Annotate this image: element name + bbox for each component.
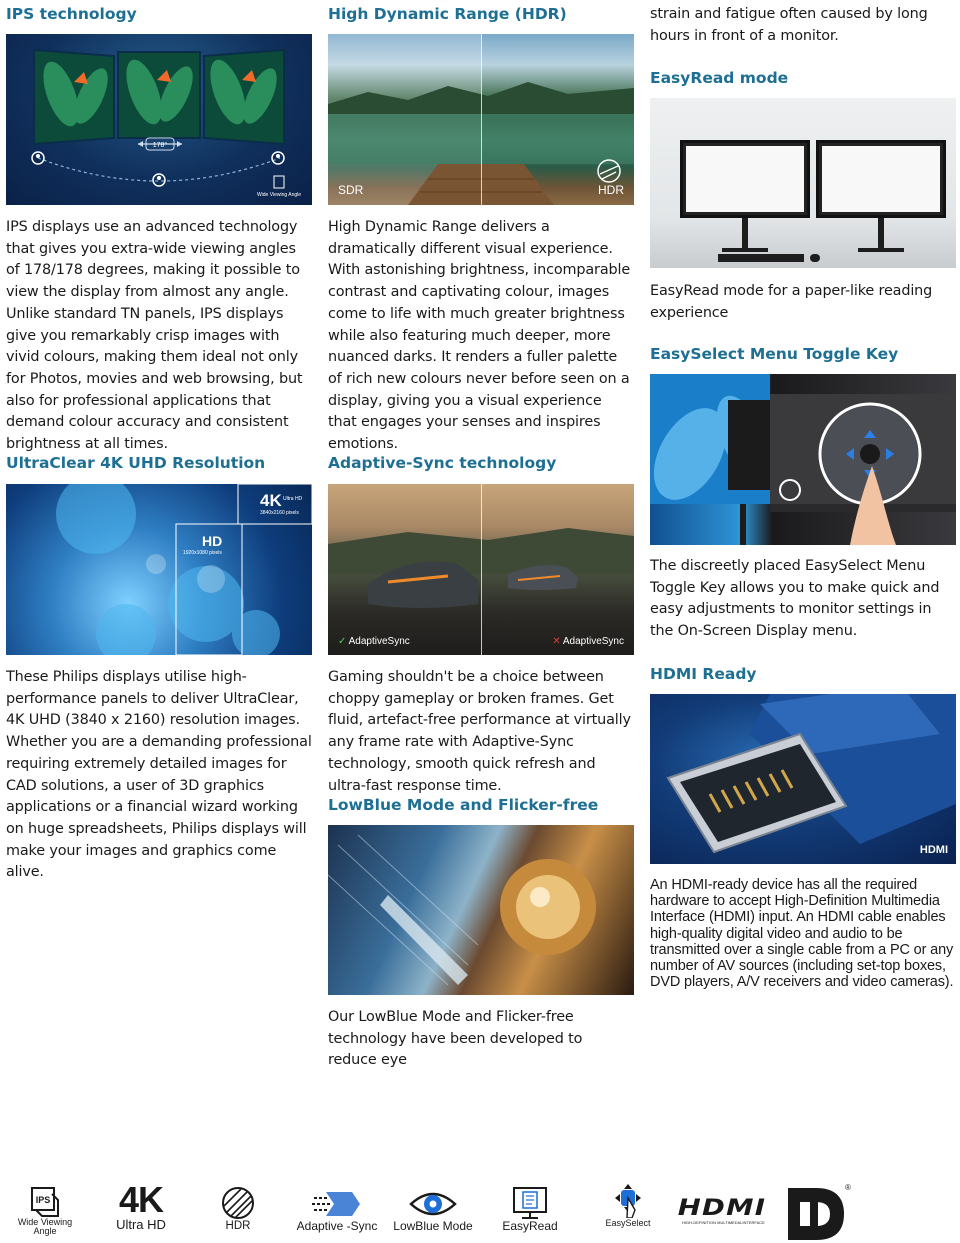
sync-heading: Adaptive-Sync technology: [328, 454, 557, 472]
feature-icon-row: [0, 1176, 960, 1243]
hdmi-logo-caption: HIGH-DEFINITION MULTIMEDIA INTERFACE: [682, 1220, 765, 1225]
hdr-hdr-label: HDR: [598, 183, 624, 197]
uhd-hd-label: HD: [202, 533, 223, 549]
ips-illustration: [6, 34, 312, 205]
hdmi-image-label: HDMI: [919, 844, 948, 856]
wide-viewing-angle-badge: [12, 1186, 78, 1236]
hdr-split-line: [481, 34, 482, 205]
adaptive-sync-badge: [296, 1188, 378, 1232]
wide-viewing-angle-icon: [30, 1186, 60, 1218]
hdr-badge: [208, 1186, 268, 1232]
uhd-text: These Philips displays utilise high-performance panels to deliver UltraClear, 4K UHD (3840 x 2160) resolution images. Whether you are a demanding professional requiring extremely detailed images for CAD solutions, a user of 3D graphics applications or a financial wizard working on huge spreadsheets, Philips displays will make your images and graphics come alive.: [6, 669, 312, 881]
hdmi-text: An HDMI-ready device has all the required hardware to accept High-Definition Multimedia Interface (HDMI) input. An HDMI cable enables high-quality digital video and audio to be transmitted over a single cable from a PC or any number of AV sources (including set-top boxes, DVD players, A/V receivers and video cameras).: [650, 877, 954, 991]
ips-heading: IPS technology: [6, 5, 137, 23]
easyselect-text: The discreetly placed EasySelect Menu Toggle Key allows you to make quick and easy adjustments to monitor settings in the On-Screen Display menu.: [650, 558, 940, 640]
ips-angle-label: 178°: [152, 142, 168, 149]
lowblue-badge: [392, 1188, 474, 1232]
lowblue-heading: LowBlue Mode and Flicker-free: [328, 796, 599, 814]
wide-viewing-angle-caption: Wide Viewing Angle: [17, 1217, 73, 1236]
lowblue-illustration: [328, 825, 634, 995]
easyread-image: [650, 98, 956, 268]
continued-text: strain and fatigue often caused by long hours in front of a monitor.: [650, 6, 928, 44]
displayport-logo-icon: [786, 1180, 852, 1242]
easyread-mouse: [810, 254, 820, 262]
registered-mark: ®: [845, 1183, 851, 1192]
easyread-keyboard: [718, 254, 804, 262]
sync-text: Gaming shouldn't be a choice between choppy gameplay or broken frames. Get fluid, artefact-free performance at virtually any frame rate with Adaptive-Sync technology, smooth quick refresh and ultra-fast response time.: [328, 669, 631, 794]
hdmi-heading: HDMI Ready: [650, 665, 757, 683]
lowblue-text: Our LowBlue Mode and Flicker-free technology have been developed to reduce eye: [328, 1009, 583, 1069]
easyselect-illustration: [650, 374, 956, 545]
document-monitor-icon: [511, 1186, 549, 1220]
hdr-icon: [221, 1186, 255, 1220]
sync-split-line: [481, 484, 482, 655]
hdr-caption: HDR: [225, 1220, 251, 1232]
ips-badge-text: IPS: [35, 1195, 51, 1205]
hdmi-illustration: [650, 694, 956, 864]
easyselect-heading: EasySelect Menu Toggle Key: [650, 345, 899, 363]
uhd-heading: UltraClear 4K UHD Resolution: [6, 454, 266, 472]
4k-caption: Ultra HD: [116, 1217, 166, 1232]
uhd-image: [6, 484, 312, 655]
ips-image: [6, 34, 312, 205]
cross-icon: ✕: [552, 636, 561, 647]
sync-image: [328, 484, 634, 655]
menu-toggle-icon: [613, 1184, 643, 1218]
sync-right-label: [552, 636, 624, 647]
uhd-illustration: [6, 484, 312, 655]
uhd-4k-label: 4K: [260, 491, 282, 510]
sync-left-label: [338, 636, 410, 647]
4k-icon: 4K: [118, 1179, 164, 1220]
hdr-sdr-label: SDR: [338, 183, 364, 197]
adaptive-sync-caption: Adaptive -Sync: [296, 1219, 378, 1233]
lowblue-image: [328, 825, 634, 995]
hdr-text: High Dynamic Range delivers a dramatically different visual experience. With astonishing brightness, incomparable contrast and captivating colour, images come to life with much greater brightness while also featuring much deeper, more nuanced darks. It renders a fuller palette of rich new colours never before seen on a display, giving you a visual experience that engages your senses and inspires emotions.: [328, 219, 631, 453]
easyread-text: EasyRead mode for a paper-like reading experience: [650, 283, 933, 321]
easyselect-badge: [600, 1184, 656, 1228]
check-icon: ✓: [338, 636, 347, 647]
hdmi-logo-icon: HDMI: [677, 1196, 767, 1221]
lowblue-caption: LowBlue Mode: [393, 1219, 473, 1233]
4k-badge: [108, 1179, 174, 1232]
easyread-badge: [500, 1186, 560, 1232]
ips-text: IPS displays use an advanced technology that gives you extra-wide viewing angles of 178/178 degrees, making it possible to view the display from almost any angle. Unlike standard TN panels, IPS displays give you remarkably crisp images with vivid colours, making them ideal not only for Photos, movies and web browsing, but also for professional applications that demand colour accuracy and consistent brightness at all times.: [6, 219, 303, 453]
eye-icon: [409, 1188, 457, 1220]
easyread-caption: EasyRead: [502, 1219, 558, 1233]
easyselect-caption: EasySelect: [605, 1218, 651, 1228]
easyread-monitor-left: [680, 140, 810, 218]
hdmi-logo-badge: [677, 1196, 767, 1225]
sync-left-label-text: AdaptiveSync: [348, 636, 410, 647]
hdr-heading: High Dynamic Range (HDR): [328, 5, 567, 23]
sync-right-label-text: AdaptiveSync: [562, 636, 624, 647]
uhd-4k-res: 3840x2160 pixels: [260, 510, 299, 516]
easyselect-image: [650, 374, 956, 545]
easyread-heading: EasyRead mode: [650, 69, 789, 87]
displayport-badge: [786, 1180, 852, 1240]
uhd-hd-res: 1920x1080 pixels: [183, 550, 222, 556]
adaptive-sync-icon: [312, 1188, 362, 1220]
hdr-image: [328, 34, 634, 205]
ips-badge-label: Wide Viewing Angle: [256, 192, 302, 198]
hdmi-image: [650, 694, 956, 864]
uhd-4k-sub: Ultra HD: [283, 496, 303, 502]
easyread-monitor-right: [816, 140, 946, 218]
